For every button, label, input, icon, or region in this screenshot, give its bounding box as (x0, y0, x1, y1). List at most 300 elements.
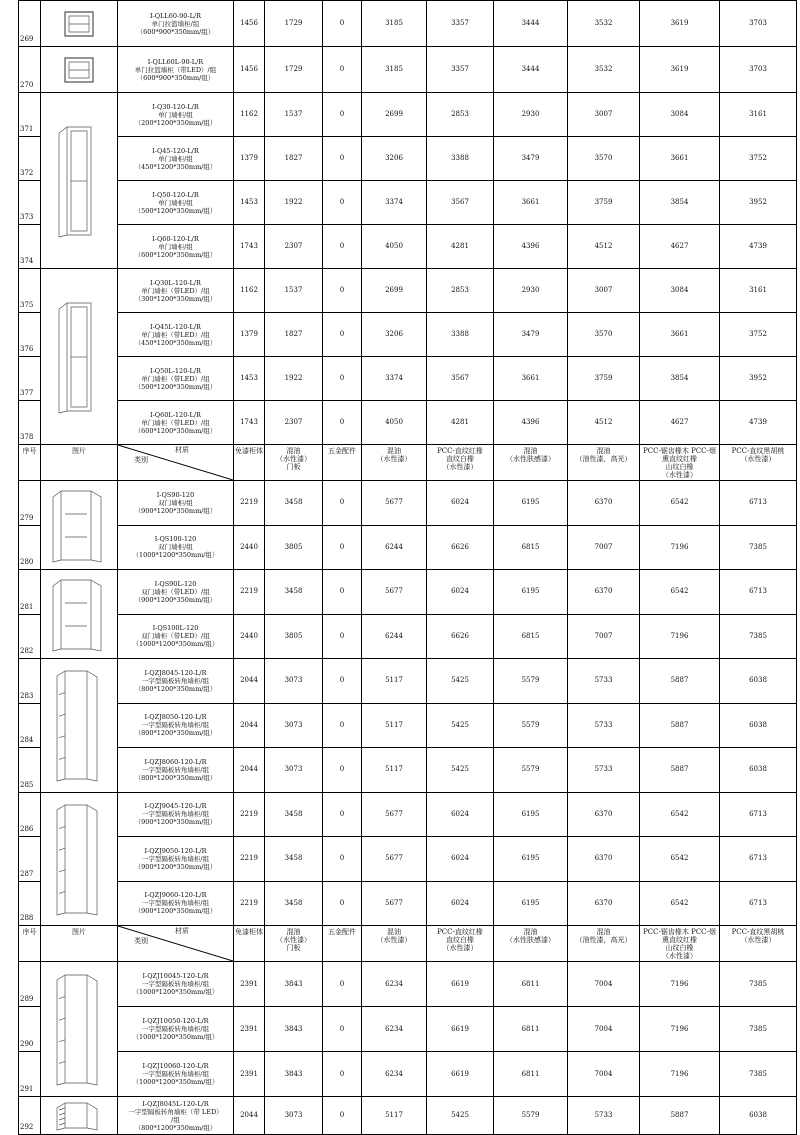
price-cell: 2391 (234, 1007, 265, 1052)
price-cell: 0 (323, 137, 362, 181)
price-cell: 6234 (362, 1052, 427, 1097)
price-cell: 3073 (265, 703, 323, 748)
row-number: 288 (19, 881, 41, 926)
corner-drawing (44, 665, 114, 785)
price-cell: 7004 (568, 962, 640, 1007)
price-cell: 6626 (427, 525, 494, 570)
price-cell: 6195 (494, 881, 568, 926)
price-cell: 3854 (640, 181, 720, 225)
price-cell: 0 (323, 1007, 362, 1052)
row-number: 279 (19, 481, 41, 526)
price-cell: 3479 (494, 313, 568, 357)
price-cell: 0 (323, 962, 362, 1007)
price-cell: 5117 (362, 748, 427, 793)
category-label: 类别 (134, 456, 148, 464)
price-cell: 7385 (720, 962, 797, 1007)
price-cell: 3952 (720, 357, 797, 401)
price-cell: 0 (323, 313, 362, 357)
price-cell: 3185 (362, 1, 427, 47)
price-cell: 5887 (640, 659, 720, 704)
product-description: I-QZJ10060-120-L/R 一字型隔板转角墙柜/组 （1000*1200*350mm/组） (118, 1052, 234, 1097)
price-cell: 1827 (265, 313, 323, 357)
row-number: 282 (19, 614, 41, 659)
row-number: 270 (19, 47, 41, 93)
header-row (19, 926, 797, 962)
price-cell: 6713 (720, 881, 797, 926)
price-cell: 3084 (640, 93, 720, 137)
price-cell: 6619 (427, 962, 494, 1007)
price-cell: 3161 (720, 93, 797, 137)
price-cell: 2699 (362, 93, 427, 137)
product-image (41, 1097, 118, 1135)
table-row (19, 792, 797, 837)
product-image (41, 659, 118, 793)
product-description: I-Q60L-120-L/R 单门墙柜（带LED）/组 （600*1200*350mm/组） (118, 401, 234, 445)
price-cell: 5677 (362, 481, 427, 526)
price-cell: 0 (323, 225, 362, 269)
price-cell: 1379 (234, 313, 265, 357)
price-cell: 4396 (494, 401, 568, 445)
price-cell: 3458 (265, 881, 323, 926)
product-description: I-QZJ9050-120-L/R 一字型隔板转角墙柜/组 （900*1200*350mm/组） (118, 837, 234, 882)
table-row (19, 1007, 797, 1052)
price-cell: 3854 (640, 357, 720, 401)
product-description: I-Q45-120-L/R 单门墙柜/组 （450*1200*350mm/组） (118, 137, 234, 181)
price-cell: 6038 (720, 703, 797, 748)
price-cell: 3759 (568, 357, 640, 401)
price-cell: 1827 (265, 137, 323, 181)
price-cell: 6713 (720, 481, 797, 526)
product-image (41, 93, 118, 269)
row-number: 377 (19, 357, 41, 401)
price-cell: 1456 (234, 1, 265, 47)
price-cell: 6815 (494, 614, 568, 659)
price-cell: 2853 (427, 93, 494, 137)
price-cell: 6024 (427, 481, 494, 526)
row-number: 375 (19, 269, 41, 313)
header-c6: 混油 （水性肤感漆） (494, 926, 568, 962)
price-cell: 2930 (494, 93, 568, 137)
price-cell: 3007 (568, 93, 640, 137)
product-description: I-Q45L-120-L/R 单门墙柜（带LED）/组 （450*1200*350mm/组） (118, 313, 234, 357)
price-cell: 1743 (234, 401, 265, 445)
product-description: I-QZJ9060-120-L/R 一字型隔板转角墙柜/组 （900*1200*350mm/组） (118, 881, 234, 926)
header-c4: 混油 （水性漆） (362, 445, 427, 481)
row-number: 373 (19, 181, 41, 225)
price-cell: 5733 (568, 659, 640, 704)
price-cell: 6542 (640, 881, 720, 926)
table-row (19, 313, 797, 357)
double-door-drawing (44, 485, 114, 566)
price-cell: 1729 (265, 1, 323, 47)
price-cell: 5579 (494, 1097, 568, 1135)
price-cell: 4739 (720, 401, 797, 445)
price-cell: 2307 (265, 401, 323, 445)
price-cell: 6195 (494, 792, 568, 837)
table-row (19, 1097, 797, 1135)
price-cell: 4627 (640, 401, 720, 445)
product-image (41, 1, 118, 47)
table-row (19, 525, 797, 570)
price-cell: 5887 (640, 703, 720, 748)
price-cell: 5887 (640, 748, 720, 793)
price-cell: 6815 (494, 525, 568, 570)
table-row (19, 659, 797, 704)
header-seq: 序号 (19, 926, 41, 962)
row-number: 374 (19, 225, 41, 269)
price-cell: 6244 (362, 614, 427, 659)
price-cell: 3661 (494, 181, 568, 225)
price-cell: 0 (323, 269, 362, 313)
price-cell: 5579 (494, 659, 568, 704)
product-description: I-QZJ8045-120-L/R 一字型隔板转角墙柜/组 （800*1200*350mm/组） (118, 659, 234, 704)
price-cell: 6542 (640, 792, 720, 837)
price-cell: 6542 (640, 570, 720, 615)
price-cell: 6542 (640, 837, 720, 882)
product-description: I-Q50-120-L/R 单门墙柜/组 （500*1200*350mm/组） (118, 181, 234, 225)
price-cell: 2930 (494, 269, 568, 313)
price-cell: 4512 (568, 401, 640, 445)
table-row (19, 703, 797, 748)
price-cell: 7385 (720, 1052, 797, 1097)
price-cell: 0 (323, 525, 362, 570)
price-cell: 3570 (568, 313, 640, 357)
header-c5: PCC-直纹红橡 直纹白橡 （水性漆） (427, 445, 494, 481)
header-pic: 图片 (41, 926, 118, 962)
price-cell: 1537 (265, 269, 323, 313)
price-cell: 2440 (234, 525, 265, 570)
product-description: I-QZJ10045-120-L/R 一字型隔板转角墙柜/组 （1000*1200*350mm/组） (118, 962, 234, 1007)
price-cell: 0 (323, 181, 362, 225)
price-cell: 3458 (265, 570, 323, 615)
price-cell: 0 (323, 748, 362, 793)
price-cell: 5117 (362, 659, 427, 704)
price-cell: 2699 (362, 269, 427, 313)
price-cell: 2044 (234, 1097, 265, 1135)
price-cell: 4281 (427, 225, 494, 269)
row-number: 289 (19, 962, 41, 1007)
table-row (19, 614, 797, 659)
price-cell: 6370 (568, 881, 640, 926)
product-image (41, 269, 118, 445)
price-cell: 3567 (427, 181, 494, 225)
price-cell: 1453 (234, 181, 265, 225)
price-cell: 0 (323, 357, 362, 401)
price-cell: 3444 (494, 1, 568, 47)
price-cell: 7196 (640, 1007, 720, 1052)
price-cell: 4739 (720, 225, 797, 269)
price-cell: 5733 (568, 1097, 640, 1135)
table-row (19, 570, 797, 615)
row-number: 281 (19, 570, 41, 615)
price-cell: 2219 (234, 792, 265, 837)
price-cell: 3374 (362, 181, 427, 225)
price-cell: 1162 (234, 93, 265, 137)
price-cell: 1729 (265, 47, 323, 93)
price-cell: 6038 (720, 659, 797, 704)
price-cell: 5677 (362, 792, 427, 837)
price-cell: 7196 (640, 962, 720, 1007)
product-description: I-Q60-120-L/R 单门墙柜/组 （600*1200*350mm/组） (118, 225, 234, 269)
price-cell: 5117 (362, 1097, 427, 1135)
price-cell: 2219 (234, 481, 265, 526)
price-cell: 6713 (720, 837, 797, 882)
price-cell: 6370 (568, 481, 640, 526)
price-cell: 3752 (720, 313, 797, 357)
price-cell: 6626 (427, 614, 494, 659)
product-description: I-Q30-120-L/R 单门墙柜/组 （200*1200*350mm/组） (118, 93, 234, 137)
price-cell: 3374 (362, 357, 427, 401)
price-cell: 3388 (427, 137, 494, 181)
table-row (19, 1052, 797, 1097)
price-cell: 0 (323, 47, 362, 93)
header-c5: PCC-直纹红橡 直纹白橡 （水性漆） (427, 926, 494, 962)
price-cell: 5579 (494, 703, 568, 748)
price-cell: 2044 (234, 748, 265, 793)
corner-drawing (44, 1097, 114, 1134)
price-cell: 6370 (568, 837, 640, 882)
price-cell: 3567 (427, 357, 494, 401)
price-cell: 3843 (265, 1052, 323, 1097)
price-cell: 3619 (640, 47, 720, 93)
header-c4: 混油 （水性漆） (362, 926, 427, 962)
price-cell: 7196 (640, 525, 720, 570)
price-cell: 3206 (362, 313, 427, 357)
table-row (19, 881, 797, 926)
price-cell: 6713 (720, 792, 797, 837)
price-cell: 6713 (720, 570, 797, 615)
price-cell: 2440 (234, 614, 265, 659)
table-row (19, 1, 797, 47)
row-number: 286 (19, 792, 41, 837)
price-cell: 3752 (720, 137, 797, 181)
price-cell: 3759 (568, 181, 640, 225)
price-cell: 7004 (568, 1052, 640, 1097)
row-number: 291 (19, 1052, 41, 1097)
row-number: 284 (19, 703, 41, 748)
price-cell: 7007 (568, 525, 640, 570)
row-number: 372 (19, 137, 41, 181)
price-cell: 7196 (640, 614, 720, 659)
table-row (19, 357, 797, 401)
product-description: I-QS90-120 双门墙柜/组 （900*1200*350mm/组） (118, 481, 234, 526)
price-cell: 6024 (427, 570, 494, 615)
price-cell: 3479 (494, 137, 568, 181)
price-cell: 6244 (362, 525, 427, 570)
product-description: I-Q30L-120-L/R 单门墙柜（带LED）/组 （300*1200*350mm/组） (118, 269, 234, 313)
price-cell: 7385 (720, 1007, 797, 1052)
corner-drawing (44, 799, 114, 919)
price-cell: 5887 (640, 1097, 720, 1135)
product-description: I-QZJ8045L-120-L/R 一字型隔板转角墙柜（带 LED） /组 （800*1200*350mm/组） (118, 1097, 234, 1135)
price-cell: 3805 (265, 525, 323, 570)
price-cell: 6038 (720, 1097, 797, 1135)
row-number: 378 (19, 401, 41, 445)
price-cell: 6024 (427, 881, 494, 926)
price-cell: 7385 (720, 614, 797, 659)
price-cell: 2391 (234, 1052, 265, 1097)
header-c1: 免漆柜体 (234, 445, 265, 481)
price-cell: 6195 (494, 570, 568, 615)
row-number: 269 (19, 1, 41, 47)
price-cell: 3458 (265, 837, 323, 882)
header-c2: 混油 （水性漆） 门板 (265, 445, 323, 481)
row-number: 283 (19, 659, 41, 704)
header-c3: 五金配件 (323, 926, 362, 962)
category-label: 类别 (134, 937, 148, 945)
price-cell: 2853 (427, 269, 494, 313)
price-cell: 3843 (265, 1007, 323, 1052)
price-cell: 3161 (720, 269, 797, 313)
table-row (19, 481, 797, 526)
price-cell: 3532 (568, 47, 640, 93)
header-c3: 五金配件 (323, 445, 362, 481)
price-cell: 3661 (640, 137, 720, 181)
price-cell: 1456 (234, 47, 265, 93)
header-row (19, 445, 797, 481)
price-cell: 2044 (234, 703, 265, 748)
price-cell: 3357 (427, 47, 494, 93)
price-cell: 1537 (265, 93, 323, 137)
pull-basket-drawing (44, 6, 114, 42)
price-cell: 5733 (568, 748, 640, 793)
price-cell: 5117 (362, 703, 427, 748)
price-cell: 4050 (362, 225, 427, 269)
price-cell: 3073 (265, 659, 323, 704)
price-cell: 6542 (640, 481, 720, 526)
product-image (41, 792, 118, 926)
material-label: 材质 (175, 446, 189, 454)
price-cell: 0 (323, 481, 362, 526)
price-cell: 1922 (265, 181, 323, 225)
price-cell: 4627 (640, 225, 720, 269)
price-cell: 3661 (640, 313, 720, 357)
price-cell: 3007 (568, 269, 640, 313)
price-cell: 5677 (362, 837, 427, 882)
price-cell: 0 (323, 659, 362, 704)
price-cell: 4512 (568, 225, 640, 269)
product-description: I-Q50L-120-L/R 单门墙柜（带LED）/组 （500*1200*350mm/组） (118, 357, 234, 401)
price-cell: 2219 (234, 881, 265, 926)
corner-drawing (44, 969, 114, 1089)
price-cell: 3206 (362, 137, 427, 181)
price-cell: 0 (323, 401, 362, 445)
price-cell: 6234 (362, 962, 427, 1007)
table-row (19, 837, 797, 882)
price-cell: 3661 (494, 357, 568, 401)
header-material (118, 445, 234, 481)
header-c1: 免漆柜体 (234, 926, 265, 962)
price-cell: 6619 (427, 1007, 494, 1052)
product-image (41, 481, 118, 570)
product-description: I-QZJ8060-120-L/R 一字型隔板转角墙柜/组 （800*1200*350mm/组） (118, 748, 234, 793)
price-cell: 5579 (494, 748, 568, 793)
table-row (19, 401, 797, 445)
price-cell: 3458 (265, 481, 323, 526)
price-cell: 3570 (568, 137, 640, 181)
price-cell: 3458 (265, 792, 323, 837)
price-cell: 3703 (720, 47, 797, 93)
price-cell: 4281 (427, 401, 494, 445)
price-cell: 7196 (640, 1052, 720, 1097)
price-cell: 3843 (265, 962, 323, 1007)
table-row (19, 748, 797, 793)
price-cell: 1379 (234, 137, 265, 181)
price-cell: 6811 (494, 1052, 568, 1097)
price-cell: 0 (323, 837, 362, 882)
table-row (19, 962, 797, 1007)
price-cell: 0 (323, 93, 362, 137)
price-cell: 3073 (265, 748, 323, 793)
product-image (41, 570, 118, 659)
product-description: I-QS100L-120 双门墙柜（带LED）/组 （1000*1200*350mm/组） (118, 614, 234, 659)
price-cell: 4396 (494, 225, 568, 269)
price-cell: 2391 (234, 962, 265, 1007)
price-table (18, 0, 797, 1135)
price-cell: 0 (323, 1097, 362, 1135)
price-cell: 5425 (427, 748, 494, 793)
row-number: 285 (19, 748, 41, 793)
price-cell: 7004 (568, 1007, 640, 1052)
row-number: 376 (19, 313, 41, 357)
price-cell: 0 (323, 614, 362, 659)
price-cell: 0 (323, 1, 362, 47)
header-c7: 混油 （油性漆，高光） (568, 926, 640, 962)
single-door-drawing (44, 297, 114, 417)
product-description: I-QS90L-120 双门墙柜（带LED）/组 （900*1200*350mm/组） (118, 570, 234, 615)
product-description: I-QZJ8050-120-L/R 一字型隔板转角墙柜/组 （800*1200*350mm/组） (118, 703, 234, 748)
price-cell: 6038 (720, 748, 797, 793)
price-cell: 6811 (494, 962, 568, 1007)
price-cell: 5425 (427, 1097, 494, 1135)
price-cell: 0 (323, 703, 362, 748)
price-cell: 6195 (494, 837, 568, 882)
row-number: 292 (19, 1097, 41, 1135)
table-row (19, 225, 797, 269)
product-description: I-QZJ10050-120-L/R 一字型隔板转角墙柜/组 （1000*1200*350mm/组） (118, 1007, 234, 1052)
header-c8: PCC-锯齿橡木 PCC-烟熏直纹红橡 山纹白橡 （水性漆） (640, 926, 720, 962)
row-number: 287 (19, 837, 41, 882)
price-cell: 3084 (640, 269, 720, 313)
price-cell: 1453 (234, 357, 265, 401)
price-cell: 3357 (427, 1, 494, 47)
product-image (41, 47, 118, 93)
pull-basket-drawing (44, 52, 114, 88)
price-cell: 7385 (720, 525, 797, 570)
product-image (41, 962, 118, 1097)
price-cell: 6370 (568, 792, 640, 837)
price-cell: 6234 (362, 1007, 427, 1052)
price-cell: 2307 (265, 225, 323, 269)
price-cell: 5425 (427, 703, 494, 748)
product-description: I-QZJ9045-120-L/R 一字型隔板转角墙柜/组 （900*1200*350mm/组） (118, 792, 234, 837)
price-cell: 6195 (494, 481, 568, 526)
price-cell: 3952 (720, 181, 797, 225)
price-cell: 7007 (568, 614, 640, 659)
table-row (19, 269, 797, 313)
row-number: 290 (19, 1007, 41, 1052)
header-pic: 图片 (41, 445, 118, 481)
price-cell: 3444 (494, 47, 568, 93)
table-row (19, 137, 797, 181)
price-cell: 5677 (362, 881, 427, 926)
material-label: 材质 (175, 927, 189, 935)
price-cell: 3185 (362, 47, 427, 93)
header-c2: 混油 （水性漆） 门板 (265, 926, 323, 962)
price-cell: 2219 (234, 837, 265, 882)
price-cell: 5677 (362, 570, 427, 615)
price-cell: 6024 (427, 792, 494, 837)
